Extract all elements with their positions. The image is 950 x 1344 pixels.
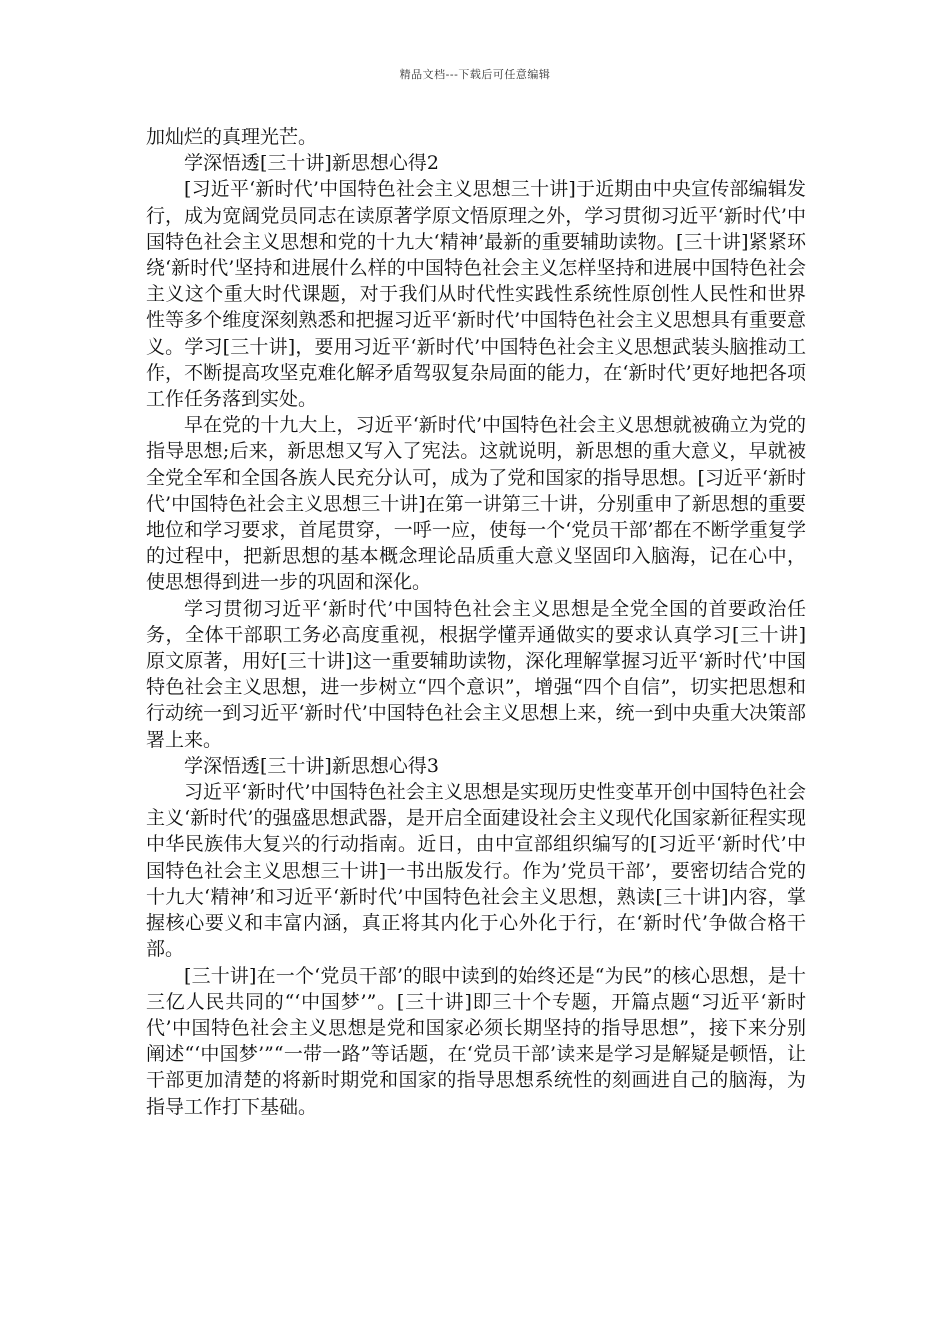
paragraph: 早在党的十九大上，习近平‘新时代’中国特色社会主义思想就被确立为党的指导思想;后来，新思想又写入了宪法。这就说明，新思想的重大意义，早就被全党全军和全国各族人民充分认可，成为了党和国家的指导思想。[习近平‘新时代’中国特色社会主义思想三十讲]在第一讲第三十讲，分别重申了新思想的重要地位和学习要求，首尾贯穿，一呼一应，使每一个‘党员干部’都在不断学重复学的过程中，把新思想的基本概念理论品质重大意义坚固印入脑海，记在心中，使思想得到进一步的巩固和深化。 [146,414,806,594]
section-heading: 学深悟透[三十讲]新思想心得2 [184,152,439,175]
paragraph-continuation: 加灿烂的真理光芒。 [146,126,318,148]
document-body [146,124,806,1120]
paragraph: 学习贯彻习近平‘新时代’中国特色社会主义思想是全党全国的首要政治任务，全体干部职工务必高度重视，根据学懂弄通做实的要求认真学习[三十讲]原文原著，用好[三十讲]这一重要辅助读物，深化理解掌握习近平‘新时代’中国特色社会主义思想，进一步树立“四个意识”，增强“四个自信”，切实把思想和行动统一到习近平‘新时代’中国特色社会主义思想上来，统一到中央重大决策部署上来。 [146,597,806,751]
paragraph: [三十讲]在一个‘党员干部’的眼中读到的始终还是“为民”的核心思想，是十三亿人民共同的“‘中国梦’”。[三十讲]即三十个专题，开篇点题“习近平‘新时代’中国特色社会主义思想是党和国家必须长期坚持的指导思想”，接下来分别阐述“‘中国梦’”“一带一路”等话题，在‘党员干部’读来是学习是解疑是顿悟，让干部更加清楚的将新时期党和国家的指导思想系统性的刻画进自己的脑海，为指导工作打下基础。 [146,964,806,1118]
section-heading: 学深悟透[三十讲]新思想心得3 [184,754,439,777]
paragraph: 习近平‘新时代’中国特色社会主义思想是实现历史性变革开创中国特色社会主义‘新时代’的强盛思想武器，是开启全面建设社会主义现代化国家新征程实现中华民族伟大复兴的行动指南。近日，由中宣部组织编写的[习近平‘新时代’中国特色社会主义思想三十讲]一书出版发行。作为’党员干部’，要密切结合党的十九大‘精神’和习近平‘新时代’中国特色社会主义思想，熟读[三十讲]内容，掌握核心要义和丰富内涵，真正将其内化于心外化于行，在‘新时代’争做合格干部。 [146,781,806,961]
paragraph: [习近平‘新时代’中国特色社会主义思想三十讲]于近期由中央宣传部编辑发行，成为宽阔党员同志在读原著学原文悟原理之外，学习贯彻习近平‘新时代’中国特色社会主义思想和党的十九大‘精神’最新的重要辅助读物。[三十讲]紧紧环绕‘新时代’坚持和进展什么样的中国特色社会主义怎样坚持和进展中国特色社会主义这个重大时代课题，对于我们从时代性实践性系统性原创性人民性和世界性等多个维度深刻熟悉和把握习近平‘新时代’中国特色社会主义思想具有重要意义。学习[三十讲]，要用习近平‘新时代’中国特色社会主义思想武装头脑推动工作，不断提高攻坚克难化解矛盾驾驭复杂局面的能力，在‘新时代’更好地把各项工作任务落到实处。 [146,178,806,411]
page-header: 精品文档---下载后可任意编辑 [399,68,551,81]
